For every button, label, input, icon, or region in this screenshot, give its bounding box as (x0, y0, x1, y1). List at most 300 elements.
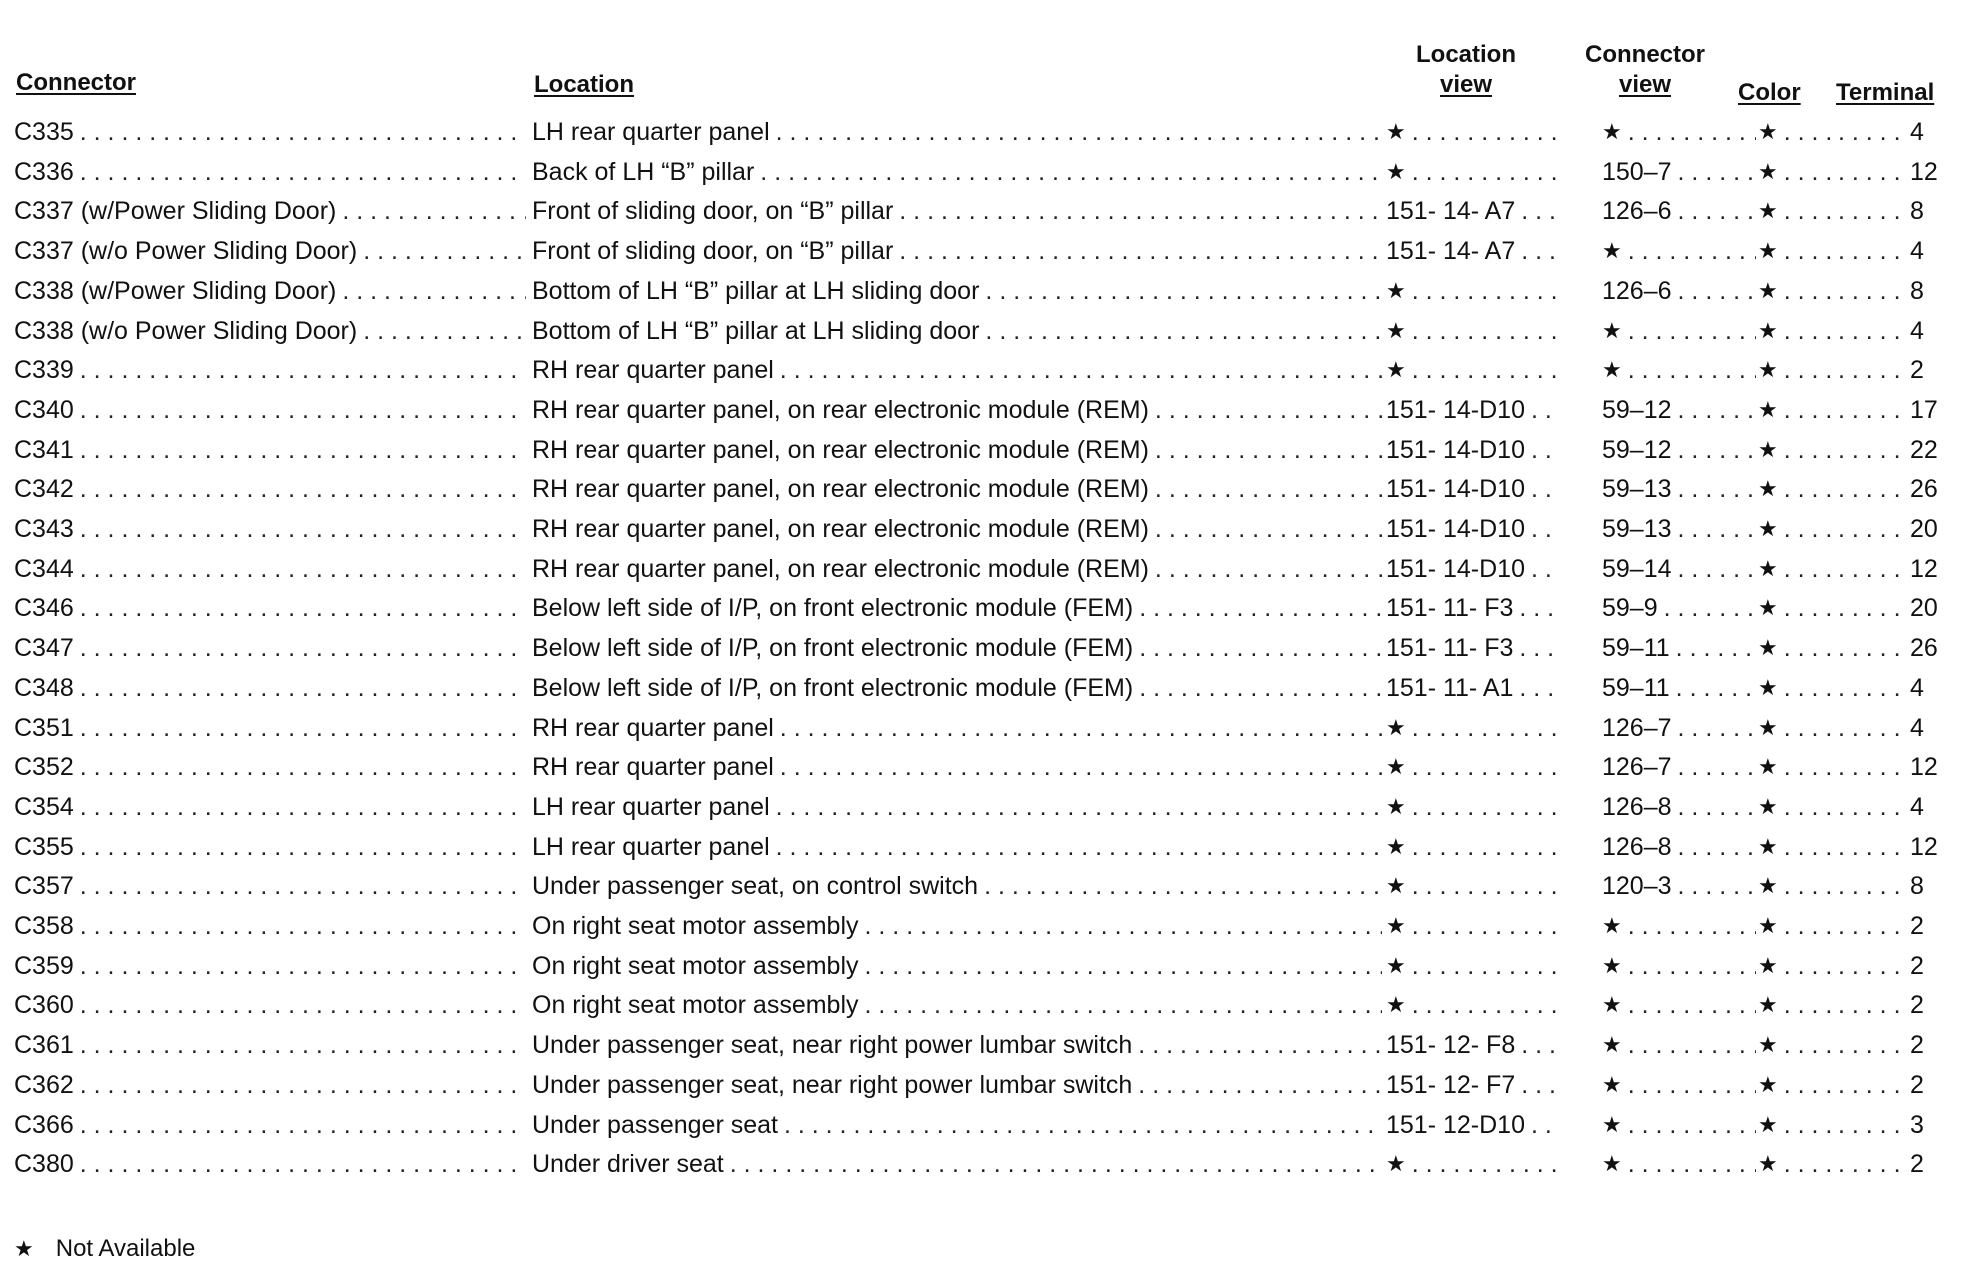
cell-location-view-text: ★ (1386, 317, 1406, 343)
cell-terminal-text: 12 (1910, 157, 1938, 186)
cell-connector (14, 906, 526, 946)
cell-terminal (1838, 1025, 1948, 1065)
dot-leader (1784, 231, 1838, 271)
cell-terminal (1838, 588, 1948, 628)
cell-terminal (1838, 668, 1948, 708)
cell-location-view (1386, 747, 1558, 787)
dot-leader (1676, 668, 1756, 708)
cell-color (1758, 191, 1838, 231)
cell-location (532, 191, 1382, 231)
cell-location-view (1386, 390, 1558, 430)
dot-leader (865, 985, 1382, 1025)
dot-leader (1838, 1144, 1904, 1184)
cell-location-text: Bottom of LH “B” pillar at LH sliding door (532, 276, 980, 305)
header-terminal-label: Terminal (1836, 79, 1935, 106)
cell-connector (14, 271, 526, 311)
table-row (0, 708, 1964, 748)
dot-leader (1838, 708, 1904, 748)
cell-connector (14, 191, 526, 231)
cell-connector-view (1602, 787, 1756, 827)
dot-leader (1838, 787, 1904, 827)
cell-connector-view (1602, 191, 1756, 231)
cell-color (1758, 430, 1838, 470)
cell-connector-text: C339 (14, 356, 74, 385)
cell-terminal (1838, 191, 1948, 231)
cell-terminal-text: 4 (1910, 118, 1924, 146)
cell-connector (14, 827, 526, 867)
dot-leader (363, 231, 526, 271)
cell-terminal (1838, 350, 1948, 390)
header-connector (16, 68, 136, 98)
dot-leader (342, 271, 526, 311)
cell-location-text: RH rear quarter panel (532, 713, 774, 742)
cell-terminal-text: 4 (1910, 792, 1924, 821)
cell-connector-text: C359 (14, 951, 74, 980)
dot-leader (363, 311, 526, 351)
cell-color-text: ★ (1758, 992, 1778, 1018)
dot-leader (1784, 271, 1838, 311)
dot-leader (1155, 509, 1382, 549)
cell-location-view-text: ★ (1386, 754, 1406, 780)
dot-leader (80, 152, 526, 192)
cell-color (1758, 350, 1838, 390)
cell-color (1758, 112, 1838, 152)
table-row (0, 1105, 1964, 1145)
cell-location-view (1386, 430, 1558, 470)
cell-color (1758, 708, 1838, 748)
dot-leader (80, 469, 526, 509)
dot-leader (1784, 1105, 1838, 1145)
cell-location-text: Below left side of I/P, on front electronic module (FEM) (532, 594, 1134, 623)
dot-leader (342, 191, 526, 231)
cell-terminal (1838, 311, 1948, 351)
cell-location-text: Back of LH “B” pillar (532, 157, 755, 186)
cell-location-view-text: ★ (1386, 873, 1406, 899)
cell-terminal-text: 17 (1910, 395, 1938, 424)
table-row (0, 350, 1964, 390)
cell-terminal-text: 4 (1910, 237, 1924, 266)
header-location (534, 70, 634, 100)
dot-leader (1139, 628, 1382, 668)
dot-leader (1784, 866, 1838, 906)
header-connector-view-line1: Connector (1585, 41, 1705, 68)
dot-leader (1784, 787, 1838, 827)
dot-leader (1784, 390, 1838, 430)
dot-leader (80, 628, 526, 668)
dot-leader (80, 1065, 526, 1105)
dot-leader (1678, 390, 1756, 430)
cell-connector-view (1602, 1025, 1756, 1065)
cell-connector-text: C346 (14, 594, 74, 623)
dot-leader (899, 231, 1382, 271)
cell-color-text: ★ (1758, 516, 1778, 541)
cell-terminal-text: 8 (1910, 276, 1924, 305)
cell-connector-text: C335 (14, 118, 74, 146)
dot-leader (1628, 985, 1756, 1025)
cell-location (532, 231, 1382, 271)
cell-location-view-text: 151- 14-D10 (1386, 395, 1525, 424)
dot-leader (1784, 152, 1838, 192)
cell-terminal-text: 2 (1910, 1150, 1924, 1179)
dot-leader (1784, 668, 1838, 708)
cell-connector-view-text: ★ (1602, 992, 1622, 1018)
dot-leader (1412, 311, 1558, 351)
cell-location-text: RH rear quarter panel, on rear electronic module (REM) (532, 515, 1149, 543)
cell-color-text: ★ (1758, 873, 1778, 899)
cell-connector-text: C360 (14, 991, 74, 1020)
cell-terminal-text: 2 (1910, 951, 1924, 980)
cell-color (1758, 946, 1838, 986)
dot-leader (1678, 430, 1756, 470)
cell-location-view-text: ★ (1386, 357, 1406, 383)
dot-leader (1838, 1025, 1904, 1065)
cell-connector (14, 509, 526, 549)
cell-connector (14, 469, 526, 509)
cell-location-view (1386, 1025, 1558, 1065)
cell-connector-text: C361 (14, 1031, 74, 1060)
cell-terminal-text: 4 (1910, 713, 1924, 742)
cell-connector-view-text: ★ (1602, 119, 1622, 144)
dot-leader (1838, 588, 1904, 628)
cell-location (532, 827, 1382, 867)
cell-terminal (1838, 906, 1948, 946)
cell-connector (14, 231, 526, 271)
dot-leader (1155, 390, 1382, 430)
cell-terminal (1838, 469, 1948, 509)
cell-connector (14, 350, 526, 390)
cell-terminal (1838, 827, 1948, 867)
dot-leader (1521, 191, 1558, 231)
cell-color (1758, 827, 1838, 867)
cell-location-view (1386, 787, 1558, 827)
cell-location (532, 946, 1382, 986)
cell-color-text: ★ (1758, 1071, 1778, 1097)
dot-leader (1628, 1105, 1756, 1145)
cell-connector-text: C355 (14, 832, 74, 861)
dot-leader (1531, 390, 1558, 430)
dot-leader (1838, 946, 1904, 986)
cell-color-text: ★ (1758, 357, 1778, 383)
cell-terminal-text: 3 (1910, 1110, 1924, 1139)
dot-leader (1412, 946, 1558, 986)
cell-connector-view-text: ★ (1602, 952, 1622, 978)
cell-location-view (1386, 191, 1558, 231)
cell-location (532, 112, 1382, 152)
dot-leader (1531, 469, 1558, 509)
cell-terminal-text: 2 (1910, 1070, 1924, 1099)
cell-connector (14, 787, 526, 827)
cell-connector-text: C366 (14, 1110, 74, 1139)
cell-color (1758, 1025, 1838, 1065)
cell-location-view (1386, 1065, 1558, 1105)
cell-connector-text: C352 (14, 753, 74, 782)
table-row (0, 588, 1964, 628)
cell-color (1758, 906, 1838, 946)
dot-leader (1678, 866, 1756, 906)
cell-color-text: ★ (1758, 1111, 1778, 1137)
cell-connector-view-text: 126–7 (1602, 753, 1672, 782)
dot-leader (1678, 827, 1756, 867)
table-row (0, 906, 1964, 946)
cell-connector-view-text: 120–3 (1602, 872, 1672, 901)
cell-connector-view (1602, 1144, 1756, 1184)
header-location-label: Location (534, 71, 634, 98)
cell-color-text: ★ (1758, 436, 1778, 462)
dot-leader (80, 708, 526, 748)
cell-connector (14, 152, 526, 192)
dot-leader (1784, 112, 1838, 152)
dot-leader (760, 152, 1382, 192)
table-row (0, 747, 1964, 787)
cell-connector-view-text: 126–6 (1602, 276, 1672, 305)
dot-leader (1838, 628, 1904, 668)
cell-connector (14, 588, 526, 628)
cell-location (532, 350, 1382, 390)
cell-terminal-text: 2 (1910, 912, 1924, 940)
dot-leader (1412, 112, 1558, 152)
dot-leader (80, 112, 526, 152)
cell-location-view (1386, 350, 1558, 390)
dot-leader (1838, 747, 1904, 787)
cell-terminal-text: 20 (1910, 515, 1938, 543)
cell-color (1758, 787, 1838, 827)
cell-color (1758, 549, 1838, 589)
dot-leader (1628, 231, 1756, 271)
cell-location-text: Bottom of LH “B” pillar at LH sliding door (532, 316, 980, 345)
cell-connector-view (1602, 985, 1756, 1025)
cell-location (532, 1025, 1382, 1065)
cell-terminal (1838, 1105, 1948, 1145)
cell-location-view (1386, 1105, 1558, 1145)
cell-connector (14, 1144, 526, 1184)
cell-terminal (1838, 1065, 1948, 1105)
dot-leader (80, 946, 526, 986)
dot-leader (1838, 112, 1904, 152)
cell-connector-text: C348 (14, 673, 74, 702)
cell-location-view (1386, 588, 1558, 628)
table-row (0, 628, 1964, 668)
cell-terminal (1838, 1144, 1948, 1184)
cell-location (532, 787, 1382, 827)
dot-leader (1784, 430, 1838, 470)
table-row (0, 390, 1964, 430)
cell-connector-view (1602, 628, 1756, 668)
cell-location-view-text: 151- 14- A7 (1386, 197, 1516, 226)
cell-location-view (1386, 469, 1558, 509)
dot-leader (1838, 668, 1904, 708)
cell-color-text: ★ (1758, 1151, 1778, 1177)
cell-terminal-text: 2 (1910, 991, 1924, 1020)
cell-connector-text: C358 (14, 912, 74, 940)
cell-location-text: Below left side of I/P, on front electronic module (FEM) (532, 634, 1134, 663)
header-color-label: Color (1738, 79, 1801, 106)
cell-location-view-text: 151- 12- F8 (1386, 1031, 1516, 1060)
cell-color (1758, 866, 1838, 906)
dot-leader (1628, 1065, 1756, 1105)
cell-location (532, 509, 1382, 549)
dot-leader (1784, 588, 1838, 628)
dot-leader (80, 747, 526, 787)
dot-leader (1521, 1025, 1558, 1065)
dot-leader (1784, 747, 1838, 787)
dot-leader (1412, 350, 1558, 390)
cell-connector-view-text: ★ (1602, 238, 1622, 264)
dot-leader (1664, 588, 1756, 628)
cell-location-view-text: ★ (1386, 793, 1406, 819)
cell-location-view-text: 151- 14-D10 (1386, 435, 1525, 464)
cell-color-text: ★ (1758, 793, 1778, 819)
cell-connector-text: C343 (14, 515, 74, 543)
cell-connector (14, 628, 526, 668)
cell-location-view-text: ★ (1386, 277, 1406, 303)
cell-location-view (1386, 112, 1558, 152)
cell-location-view-text: 151- 14-D10 (1386, 475, 1525, 504)
dot-leader (1412, 271, 1558, 311)
cell-connector-view (1602, 390, 1756, 430)
cell-connector-view-text: 59–14 (1602, 554, 1672, 583)
dot-leader (776, 787, 1382, 827)
cell-location (532, 390, 1382, 430)
cell-color-text: ★ (1758, 158, 1778, 184)
dot-leader (1838, 350, 1904, 390)
table-row (0, 668, 1964, 708)
table-row (0, 311, 1964, 351)
cell-connector-text: C338 (w/Power Sliding Door) (14, 276, 337, 305)
cell-location (532, 668, 1382, 708)
dot-leader (1412, 787, 1558, 827)
cell-connector (14, 946, 526, 986)
cell-color-text: ★ (1758, 238, 1778, 264)
cell-terminal (1838, 112, 1948, 152)
dot-leader (80, 985, 526, 1025)
table-row (0, 866, 1964, 906)
table-row (0, 430, 1964, 470)
cell-location-text: Under passenger seat, on control switch (532, 872, 979, 901)
cell-color-text: ★ (1758, 714, 1778, 740)
cell-location (532, 628, 1382, 668)
dot-leader (80, 866, 526, 906)
cell-location (532, 747, 1382, 787)
dot-leader (80, 787, 526, 827)
cell-location (532, 985, 1382, 1025)
cell-connector-view (1602, 549, 1756, 589)
dot-leader (1678, 787, 1756, 827)
cell-location-text: Under driver seat (532, 1150, 724, 1179)
header-location-view-line2: view (1439, 71, 1493, 98)
dot-leader (1412, 985, 1558, 1025)
cell-location (532, 588, 1382, 628)
dot-leader (1155, 469, 1382, 509)
cell-location (532, 906, 1382, 946)
cell-terminal-text: 20 (1910, 594, 1938, 623)
cell-terminal (1838, 430, 1948, 470)
dot-leader (1412, 152, 1558, 192)
dot-leader (1784, 985, 1838, 1025)
cell-location-text: LH rear quarter panel (532, 832, 770, 861)
dot-leader (80, 1105, 526, 1145)
dot-leader (1628, 1025, 1756, 1065)
cell-color (1758, 311, 1838, 351)
cell-connector (14, 668, 526, 708)
dot-leader (1412, 827, 1558, 867)
dot-leader (80, 1144, 526, 1184)
dot-leader (1628, 1144, 1756, 1184)
dot-leader (1838, 906, 1904, 946)
dot-leader (780, 708, 1382, 748)
dot-leader (80, 1025, 526, 1065)
header-terminal (1836, 78, 1934, 108)
dot-leader (1838, 430, 1904, 470)
cell-connector-text: C347 (14, 634, 74, 663)
cell-location-text: RH rear quarter panel (532, 753, 774, 782)
cell-location-view (1386, 549, 1558, 589)
dot-leader (1531, 430, 1558, 470)
cell-connector-view (1602, 112, 1756, 152)
cell-location-view-text: 151- 12-D10 (1386, 1110, 1525, 1139)
dot-leader (1678, 271, 1756, 311)
cell-location-text: On right seat motor assembly (532, 951, 859, 980)
cell-terminal (1838, 390, 1948, 430)
cell-location-view-text: 151- 14-D10 (1386, 554, 1525, 583)
cell-connector-view-text: ★ (1602, 1151, 1622, 1177)
cell-connector-view-text: 126–8 (1602, 832, 1672, 861)
dot-leader (80, 827, 526, 867)
dot-leader (1784, 350, 1838, 390)
cell-location-text: Under passenger seat, near right power lumbar switch (532, 1070, 1133, 1099)
dot-leader (1784, 946, 1838, 986)
cell-connector (14, 1065, 526, 1105)
cell-location-view (1386, 231, 1558, 271)
table-row (0, 1025, 1964, 1065)
cell-location-view (1386, 271, 1558, 311)
dot-leader (1678, 747, 1756, 787)
dot-leader (1139, 668, 1382, 708)
dot-leader (1838, 271, 1904, 311)
dot-leader (1628, 311, 1756, 351)
dot-leader (1628, 946, 1756, 986)
cell-connector-view (1602, 509, 1756, 549)
cell-terminal (1838, 708, 1948, 748)
cell-color-text: ★ (1758, 952, 1778, 978)
dot-leader (1138, 1025, 1382, 1065)
cell-connector-view (1602, 827, 1756, 867)
cell-location-view-text: ★ (1386, 952, 1406, 978)
dot-leader (1138, 1065, 1382, 1105)
header-connector-view-line2: view (1618, 71, 1672, 98)
dot-leader (899, 191, 1382, 231)
dot-leader (1784, 708, 1838, 748)
cell-terminal-text: 8 (1910, 197, 1924, 226)
cell-connector-view-text: 59–9 (1602, 594, 1658, 623)
cell-location (532, 1105, 1382, 1145)
dot-leader (776, 112, 1382, 152)
cell-color (1758, 469, 1838, 509)
dot-leader (1678, 708, 1756, 748)
cell-terminal-text: 12 (1910, 554, 1938, 583)
cell-connector-text: C341 (14, 435, 74, 464)
dot-leader (80, 668, 526, 708)
cell-color-text: ★ (1758, 277, 1778, 303)
cell-location-view-text: 151- 14-D10 (1386, 515, 1525, 543)
dot-leader (730, 1144, 1382, 1184)
cell-terminal (1838, 985, 1948, 1025)
dot-leader (80, 390, 526, 430)
dot-leader (1784, 469, 1838, 509)
cell-location-text: LH rear quarter panel (532, 118, 770, 146)
cell-color-text: ★ (1758, 396, 1778, 422)
table-row (0, 787, 1964, 827)
dot-leader (1838, 152, 1904, 192)
